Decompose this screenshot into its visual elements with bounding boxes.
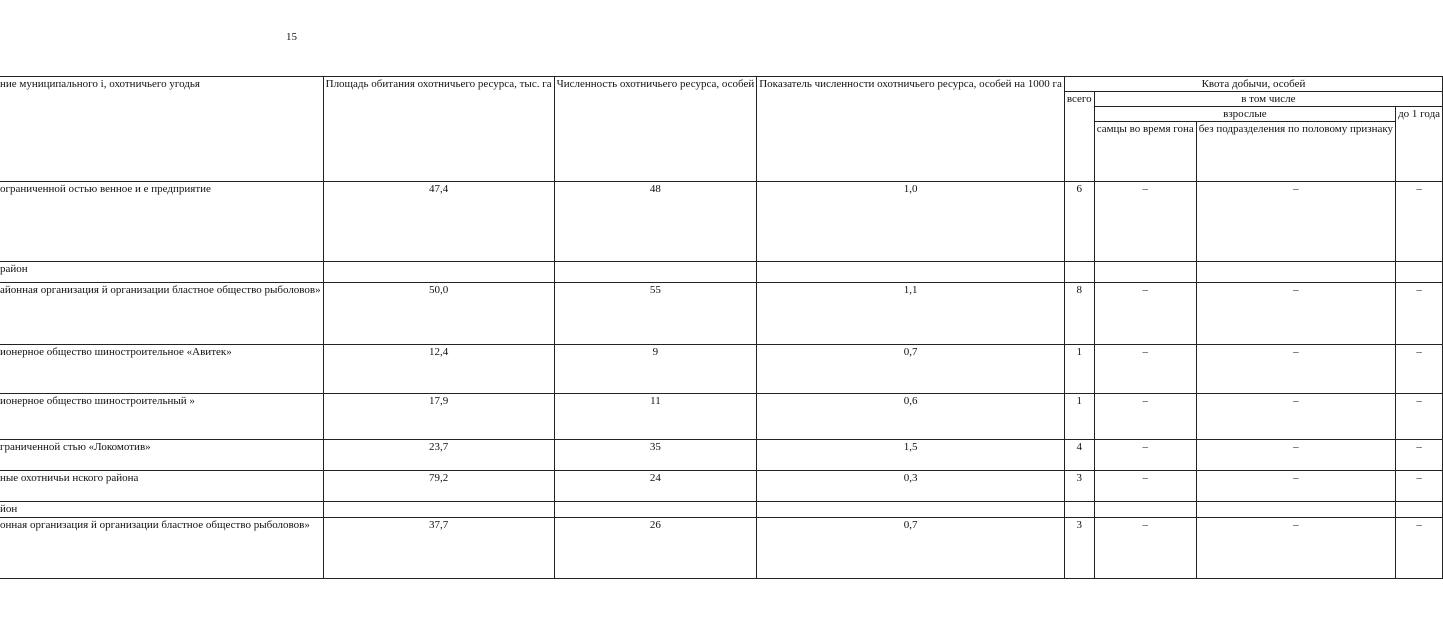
row-no-sex: – bbox=[1196, 471, 1395, 502]
row-total: 4 bbox=[1064, 440, 1094, 471]
header-adults: взрослые bbox=[1094, 107, 1395, 122]
row-density: 0,7 bbox=[757, 345, 1065, 394]
row-density: 1,0 bbox=[757, 182, 1065, 262]
row-no-sex bbox=[1196, 262, 1395, 283]
row-no-sex: – bbox=[1196, 394, 1395, 440]
header-quota: Квота добычи, особей bbox=[1064, 77, 1442, 92]
row-population: 11 bbox=[554, 394, 757, 440]
row-no-sex: – bbox=[1196, 283, 1395, 345]
row-young bbox=[1396, 502, 1443, 518]
row-young: – bbox=[1396, 518, 1443, 579]
header-name: ние муниципального і, охотничьего угодья bbox=[0, 77, 323, 182]
row-males: – bbox=[1094, 518, 1196, 579]
row-population: 48 bbox=[554, 182, 757, 262]
row-population: 9 bbox=[554, 345, 757, 394]
row-total: 3 bbox=[1064, 471, 1094, 502]
table-row bbox=[0, 345, 1443, 394]
row-total: 3 bbox=[1064, 518, 1094, 579]
table-row bbox=[0, 262, 1443, 283]
row-density: 1,5 bbox=[757, 440, 1065, 471]
row-males: – bbox=[1094, 182, 1196, 262]
row-area: 50,0 bbox=[323, 283, 554, 345]
row-males: – bbox=[1094, 440, 1196, 471]
row-density: 0,3 bbox=[757, 471, 1065, 502]
row-name: онная организация й организации бластное общество рыболовов» bbox=[0, 518, 323, 579]
header-no-sex: без подразделения по половому признаку bbox=[1196, 122, 1395, 182]
row-no-sex bbox=[1196, 502, 1395, 518]
row-area bbox=[323, 262, 554, 283]
row-total: 1 bbox=[1064, 394, 1094, 440]
row-density: 1,1 bbox=[757, 283, 1065, 345]
row-population: 35 bbox=[554, 440, 757, 471]
row-density bbox=[757, 502, 1065, 518]
row-name: ные охотничьи нского района bbox=[0, 471, 323, 502]
row-density: 0,7 bbox=[757, 518, 1065, 579]
row-area: 37,7 bbox=[323, 518, 554, 579]
row-population: 26 bbox=[554, 518, 757, 579]
row-total: 6 bbox=[1064, 182, 1094, 262]
row-young: – bbox=[1396, 394, 1443, 440]
row-no-sex: – bbox=[1196, 182, 1395, 262]
header-density: Показатель численности охотничьего ресурса, особей на 1000 га bbox=[757, 77, 1065, 182]
row-area: 79,2 bbox=[323, 471, 554, 502]
row-population bbox=[554, 502, 757, 518]
row-males: – bbox=[1094, 394, 1196, 440]
row-males: – bbox=[1094, 345, 1196, 394]
table-row bbox=[0, 471, 1443, 502]
row-density bbox=[757, 262, 1065, 283]
row-area: 47,4 bbox=[323, 182, 554, 262]
table-row bbox=[0, 283, 1443, 345]
row-young: – bbox=[1396, 345, 1443, 394]
row-population: 55 bbox=[554, 283, 757, 345]
row-name: ионерное общество шиностроительный » bbox=[0, 394, 323, 440]
row-area: 23,7 bbox=[323, 440, 554, 471]
row-no-sex: – bbox=[1196, 440, 1395, 471]
header-area: Площадь обитания охотничьего ресурса, тыс. га bbox=[323, 77, 554, 182]
row-area: 12,4 bbox=[323, 345, 554, 394]
row-no-sex: – bbox=[1196, 518, 1395, 579]
table-row bbox=[0, 518, 1443, 579]
row-young: – bbox=[1396, 182, 1443, 262]
row-total bbox=[1064, 502, 1094, 518]
table-row bbox=[0, 440, 1443, 471]
row-young: – bbox=[1396, 283, 1443, 345]
row-name: граниченной стью «Локомотив» bbox=[0, 440, 323, 471]
row-total: 8 bbox=[1064, 283, 1094, 345]
header-total: всего bbox=[1064, 92, 1094, 182]
row-young: – bbox=[1396, 471, 1443, 502]
row-males: – bbox=[1094, 471, 1196, 502]
header-males: самцы во время гона bbox=[1094, 122, 1196, 182]
table-row bbox=[0, 182, 1443, 262]
row-young bbox=[1396, 262, 1443, 283]
row-area bbox=[323, 502, 554, 518]
table-row bbox=[0, 394, 1443, 440]
row-name: район bbox=[0, 262, 323, 283]
row-males: – bbox=[1094, 283, 1196, 345]
row-total bbox=[1064, 262, 1094, 283]
row-population bbox=[554, 262, 757, 283]
row-name: айонная организация й организации бластное общество рыболовов» bbox=[0, 283, 323, 345]
row-males bbox=[1094, 262, 1196, 283]
header-including: в том числе bbox=[1094, 92, 1442, 107]
row-name: ограниченной остью венное и е предприятие bbox=[0, 182, 323, 262]
row-males bbox=[1094, 502, 1196, 518]
header-young: до 1 года bbox=[1396, 107, 1443, 182]
row-area: 17,9 bbox=[323, 394, 554, 440]
row-name: ионерное общество шиностроительное «Авитек» bbox=[0, 345, 323, 394]
hunting-quota-table bbox=[0, 76, 1443, 579]
row-total: 1 bbox=[1064, 345, 1094, 394]
row-name: йон bbox=[0, 502, 323, 518]
row-no-sex: – bbox=[1196, 345, 1395, 394]
header-population: Численность охотничьего ресурса, особей bbox=[554, 77, 757, 182]
row-population: 24 bbox=[554, 471, 757, 502]
row-young: – bbox=[1396, 440, 1443, 471]
row-density: 0,6 bbox=[757, 394, 1065, 440]
table-row bbox=[0, 502, 1443, 518]
page-number: 15 bbox=[286, 31, 297, 43]
